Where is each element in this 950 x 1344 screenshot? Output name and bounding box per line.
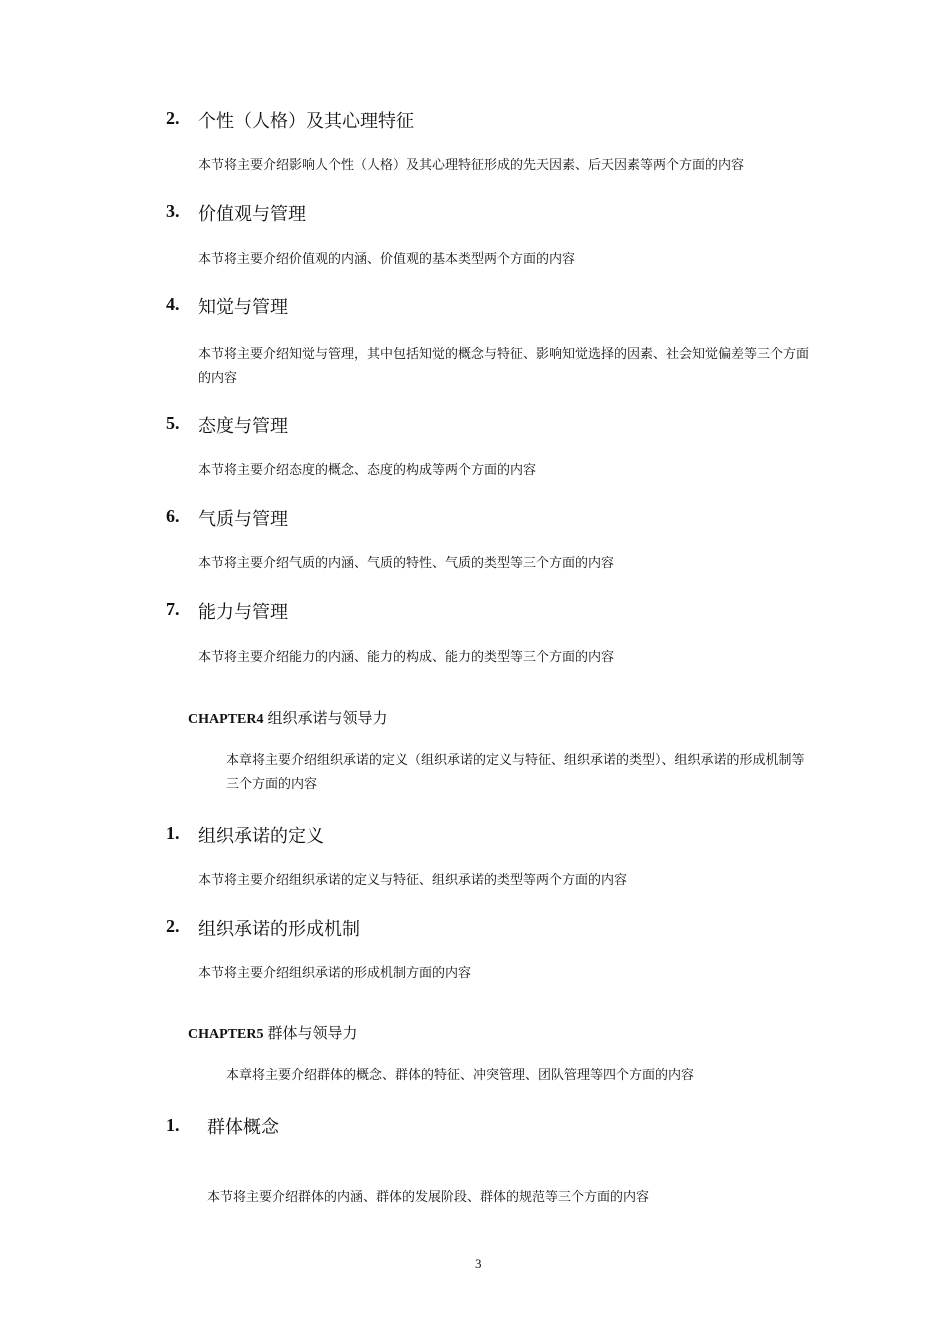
chapter-label: CHAPTER5	[188, 1027, 264, 1042]
section-number: 3.	[166, 201, 180, 221]
chapter-title: 群体与领导力	[267, 1024, 358, 1042]
section-description: 本节将主要介绍影响人个性（人格）及其心理特征形成的先天因素、后天因素等两个方面的内容	[198, 158, 745, 173]
section-description: 本节将主要介绍价值观的内涵、价值观的基本类型两个方面的内容	[198, 252, 576, 267]
section-title: 组织承诺的定义	[198, 826, 324, 847]
section-number: 5.	[166, 413, 180, 433]
section-title: 价值观与管理	[198, 204, 306, 225]
section-description: 本节将主要介绍群体的内涵、群体的发展阶段、群体的规范等三个方面的内容	[207, 1190, 650, 1205]
section-number: 6.	[166, 506, 180, 526]
chapter-heading	[188, 1022, 357, 1043]
section-title: 知觉与管理	[198, 297, 288, 318]
section-title: 能力与管理	[198, 602, 288, 623]
section-description: 本节将主要介绍能力的内涵、能力的构成、能力的类型等三个方面的内容	[198, 650, 615, 665]
section-title: 组织承诺的形成机制	[198, 919, 360, 940]
section-description: 本节将主要介绍态度的概念、态度的构成等两个方面的内容	[198, 463, 537, 478]
section-description: 本节将主要介绍组织承诺的形成机制方面的内容	[198, 966, 472, 981]
section-description: 本节将主要介绍组织承诺的定义与特征、组织承诺的类型等两个方面的内容	[198, 873, 628, 888]
section-number: 4.	[166, 294, 180, 314]
section-number: 2.	[166, 108, 180, 128]
chapter-description: 本章将主要介绍组织承诺的定义（组织承诺的定义与特征、组织承诺的类型）、组织承诺的形成机制等三个方面的内容	[226, 753, 805, 792]
chapter-heading	[188, 707, 387, 728]
section-number: 7.	[166, 599, 180, 619]
section-description: 本节将主要介绍气质的内涵、气质的特性、气质的类型等三个方面的内容	[198, 556, 615, 571]
chapter-description: 本章将主要介绍群体的概念、群体的特征、冲突管理、团队管理等四个方面的内容	[226, 1068, 695, 1083]
section-number: 1.	[166, 823, 180, 843]
section-number: 2.	[166, 916, 180, 936]
section-title: 态度与管理	[198, 416, 288, 437]
section-title: 气质与管理	[198, 509, 288, 530]
section-number: 1.	[166, 1115, 180, 1135]
page-number: 3	[475, 1256, 482, 1271]
section-title: 群体概念	[207, 1117, 279, 1138]
section-description: 本节将主要介绍知觉与管理，其中包括知觉的概念与特征、影响知觉选择的因素、社会知觉偏差等三个方面的内容	[198, 347, 810, 386]
chapter-title: 组织承诺与领导力	[267, 709, 388, 727]
chapter-label: CHAPTER4	[188, 712, 264, 727]
section-title: 个性（人格）及其心理特征	[198, 111, 414, 132]
